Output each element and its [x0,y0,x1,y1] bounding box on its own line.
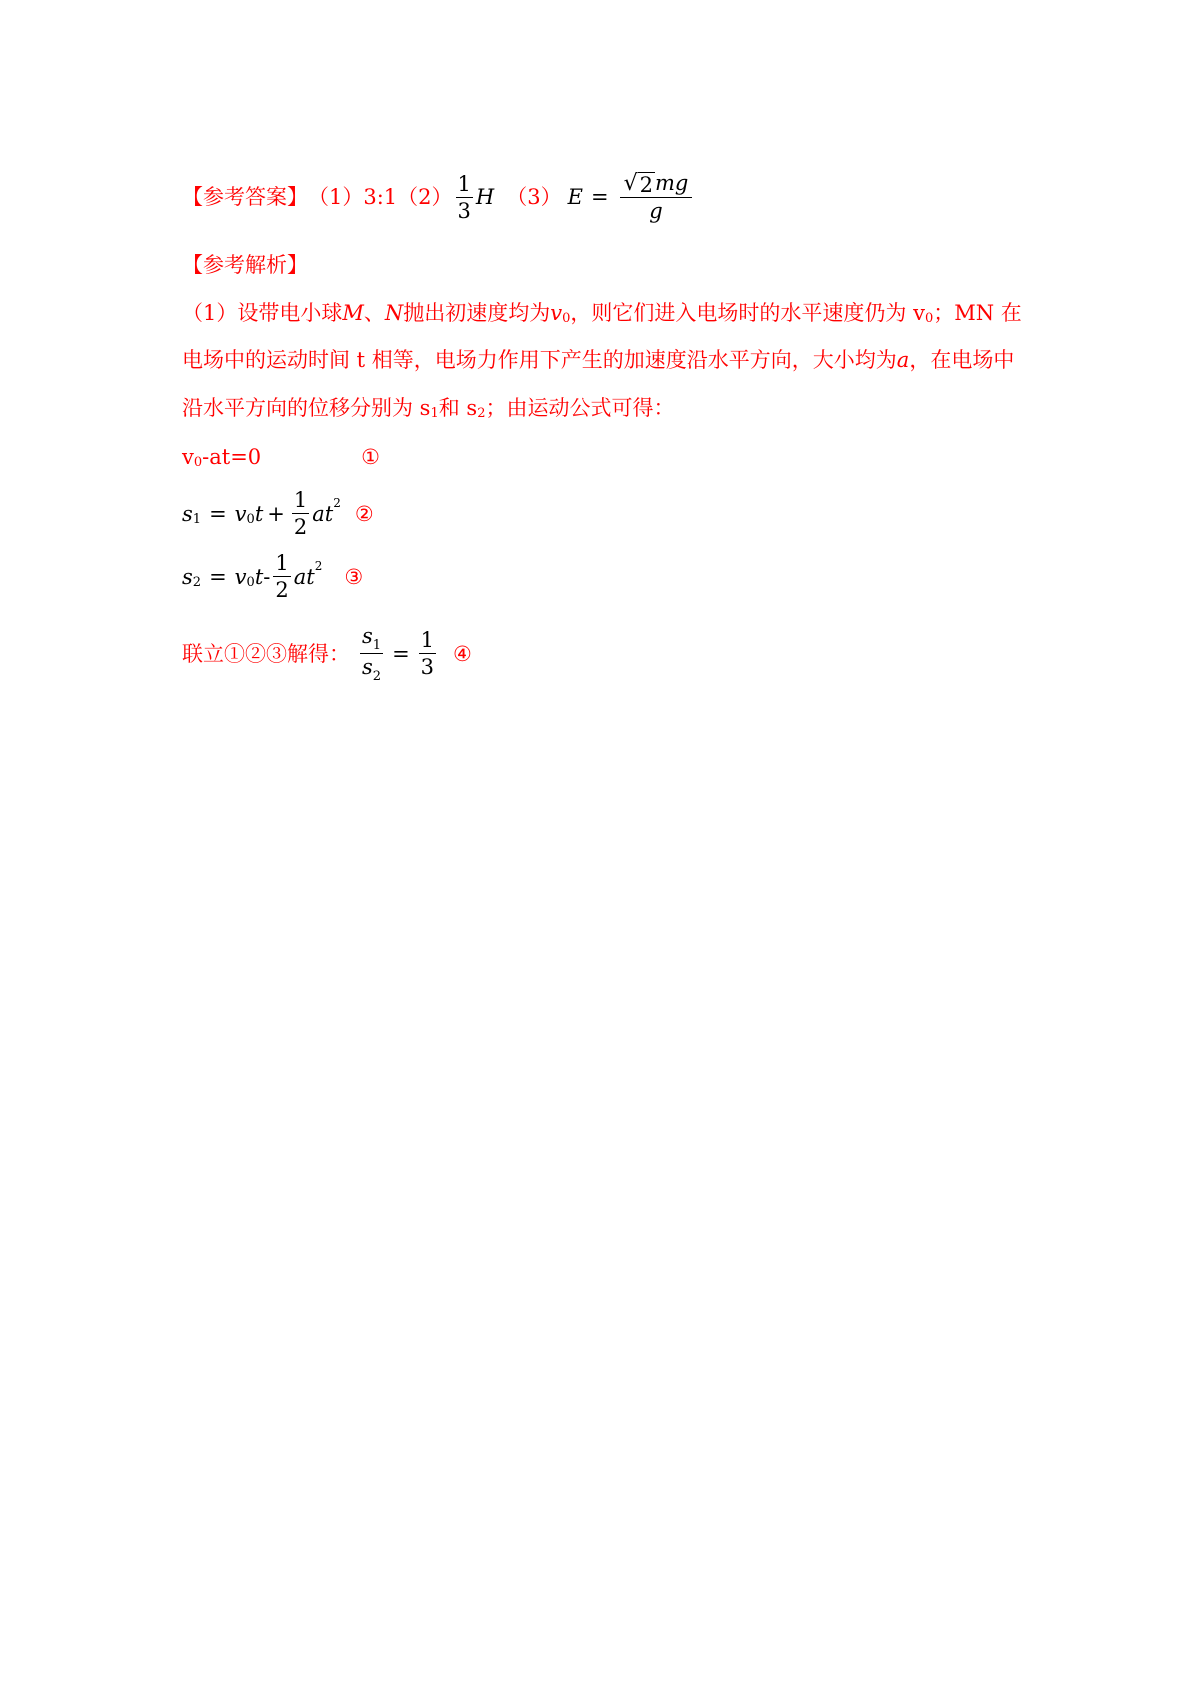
equals-sign: = [209,564,227,589]
subscript: 1 [430,406,439,421]
fraction-numerator [360,623,383,654]
text-run: ，在电场中 [909,348,1015,372]
answer-part2-fraction [456,171,473,224]
answer-part3-lhs: E [567,185,583,209]
analysis-para-line-2 [182,345,1014,375]
text-run: v [550,301,563,325]
text-run: 抛出初速度均为 [403,301,551,325]
equation-4 [182,623,472,684]
text-run: ；MN 在 [933,301,1022,325]
superscript: 2 [314,558,323,573]
text-run: -at=0 [202,445,262,469]
text-run: ；由运动公式可得： [485,396,675,420]
equation-marker: ① [361,445,380,469]
answer-part3-label: （3） [506,185,562,209]
equation-1 [182,442,380,472]
minus-sign: - [263,564,271,589]
analysis-para-line-1 [182,298,1022,328]
half-fraction [292,487,309,540]
subscript: 0 [924,311,934,326]
fraction-numerator: 1 [275,551,289,575]
plus-sign: + [267,501,285,526]
fraction-denominator: 2 [293,515,308,539]
fraction-numerator [620,170,693,198]
fraction-denominator: 3 [457,198,471,223]
text-run: s [182,564,193,589]
text-run: t [254,564,264,589]
fraction-numerator: 1 [293,488,308,512]
text-run: M [342,301,364,325]
text-run: at [293,564,315,589]
text-run: ，则它们进入电场时的水平速度仍为 v [570,301,925,325]
fraction-denominator: g [649,199,663,223]
conclusion-text: 联立①②③解得： [182,641,350,666]
half-fraction [273,550,290,603]
equals-sign: = [209,501,227,526]
subscript: 2 [477,406,486,421]
subscript: 0 [193,455,203,470]
equation-2 [182,487,374,540]
answer-part3-eq: = [590,185,609,209]
text-run: v [234,564,247,589]
text-run: v [182,445,194,469]
answer-line [182,170,695,224]
answer-part3-fraction [620,170,693,224]
text-run: at [312,501,334,526]
text-run: 和 s [438,396,478,420]
subscript: 1 [372,638,382,653]
equation-marker: ③ [344,564,364,589]
radical-sign-icon: √ [623,171,638,196]
subscript: 0 [562,311,571,326]
fraction-denominator: 2 [275,578,289,602]
equals-sign: = [392,641,410,666]
fraction-denominator: 3 [420,655,435,679]
fraction-numerator: 1 [420,628,435,652]
answer-part2-var: H [475,185,495,209]
superscript: 2 [333,495,341,510]
equation-3 [182,550,363,603]
text-run: 、 [363,301,385,325]
subscript: 0 [246,511,255,527]
text-run: 电场中的运动时间 t 相等，电场力作用下产生的加速度沿水平方向，大小均为 [182,348,897,372]
analysis-heading: 【参考解析】 [182,253,308,277]
result-fraction [419,627,436,680]
fraction-numerator: 1 [457,171,471,196]
answer-part1: （1）3:1（2） [308,185,453,209]
text-run: N [384,301,404,325]
subscript: 0 [246,574,255,590]
subscript: 2 [192,574,202,590]
answer-heading: 【参考答案】 [182,185,308,209]
equation-marker: ② [354,501,374,526]
equation-marker: ④ [453,641,472,666]
text-run: v [234,501,247,526]
subscript: 2 [372,669,382,684]
text-run: s [362,655,373,679]
text-run: a [896,348,910,372]
text-run: 沿水平方向的位移分别为 s [182,396,431,420]
fraction-denominator [360,654,383,684]
numerator-vars: mg [654,171,689,195]
analysis-heading-line [182,250,308,280]
text-run: s [362,624,373,648]
text-run: s [182,501,193,526]
ratio-fraction [360,623,383,684]
subscript: 1 [192,511,202,527]
analysis-para-line-3 [182,393,674,423]
text-run: t [254,501,264,526]
sqrt-value: 2 [639,173,653,197]
sqrt-symbol [624,171,655,197]
text-run: （1）设带电小球 [182,301,343,325]
